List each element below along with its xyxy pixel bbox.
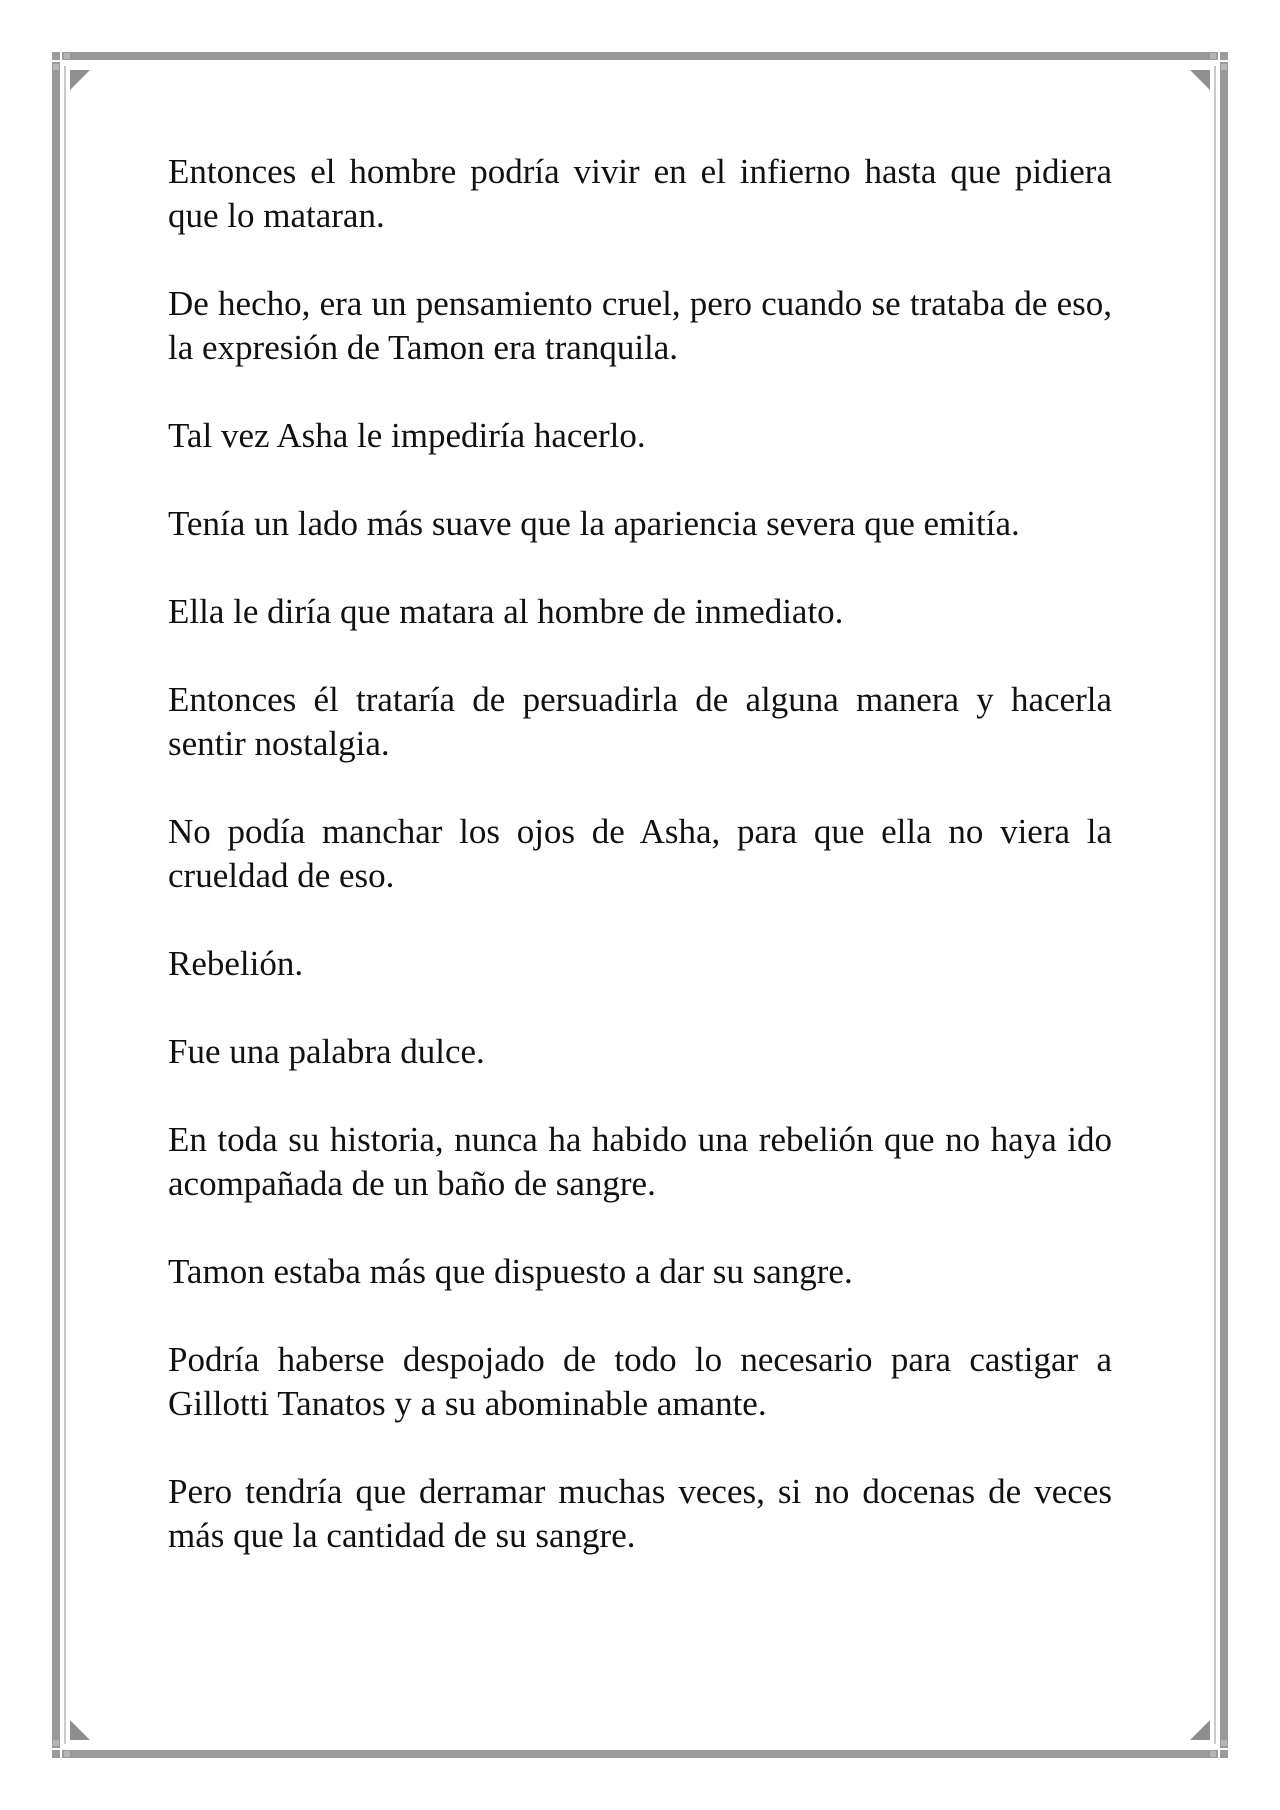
frame-bottom-border [62, 1750, 1218, 1758]
corner-square-ornament [52, 1750, 60, 1758]
document-body [168, 150, 1112, 1602]
frame-inner-left-line [64, 66, 66, 1744]
frame-inner-right-line [1214, 66, 1216, 1744]
corner-square-ornament [1210, 53, 1216, 59]
corner-square-ornament [53, 1740, 59, 1746]
corner-triangle-ornament [1190, 70, 1210, 90]
paragraph: Entonces el hombre podría vivir en el infierno hasta que pidiera que lo mataran. [168, 152, 1112, 235]
paragraph: No podía manchar los ojos de Asha, para que ella no viera la crueldad de eso. [168, 812, 1112, 895]
paragraph: Pero tendría que derramar muchas veces, si no docenas de veces más que la cantidad de su sangre. [168, 1472, 1112, 1555]
corner-square-ornament [64, 1751, 70, 1757]
paragraph: En toda su historia, nunca ha habido una rebelión que no haya ido acompañada de un baño de sangre. [168, 1120, 1112, 1203]
corner-square-ornament [64, 53, 70, 59]
corner-square-ornament [1220, 1750, 1228, 1758]
paragraph: Tenía un lado más suave que la apariencia severa que emitía. [168, 504, 1020, 543]
paragraph: Tamon estaba más que dispuesto a dar su sangre. [168, 1252, 853, 1291]
frame-left-border [52, 62, 60, 1748]
paragraph: Podría haberse despojado de todo lo necesario para castigar a Gillotti Tanatos y a su abominable amante. [168, 1340, 1112, 1423]
frame-top-border [62, 52, 1218, 60]
corner-triangle-ornament [70, 1720, 90, 1740]
corner-square-ornament [53, 64, 59, 70]
corner-triangle-ornament [70, 70, 90, 90]
paragraph: Rebelión. [168, 944, 304, 983]
corner-square-ornament [1221, 64, 1227, 70]
frame-right-border [1220, 62, 1228, 1748]
corner-triangle-ornament [1190, 1720, 1210, 1740]
paragraph: Tal vez Asha le impediría hacerlo. [168, 416, 646, 455]
corner-square-ornament [52, 52, 60, 60]
paragraph: De hecho, era un pensamiento cruel, pero cuando se trataba de eso, la expresión de Tamon era tranquila. [168, 284, 1112, 367]
paragraph: Entonces él trataría de persuadirla de alguna manera y hacerla sentir nostalgia. [168, 680, 1112, 763]
paragraph: Ella le diría que matara al hombre de inmediato. [168, 592, 844, 631]
corner-square-ornament [1210, 1751, 1216, 1757]
corner-square-ornament [1220, 52, 1228, 60]
corner-square-ornament [1221, 1740, 1227, 1746]
paragraph: Fue una palabra dulce. [168, 1032, 485, 1071]
